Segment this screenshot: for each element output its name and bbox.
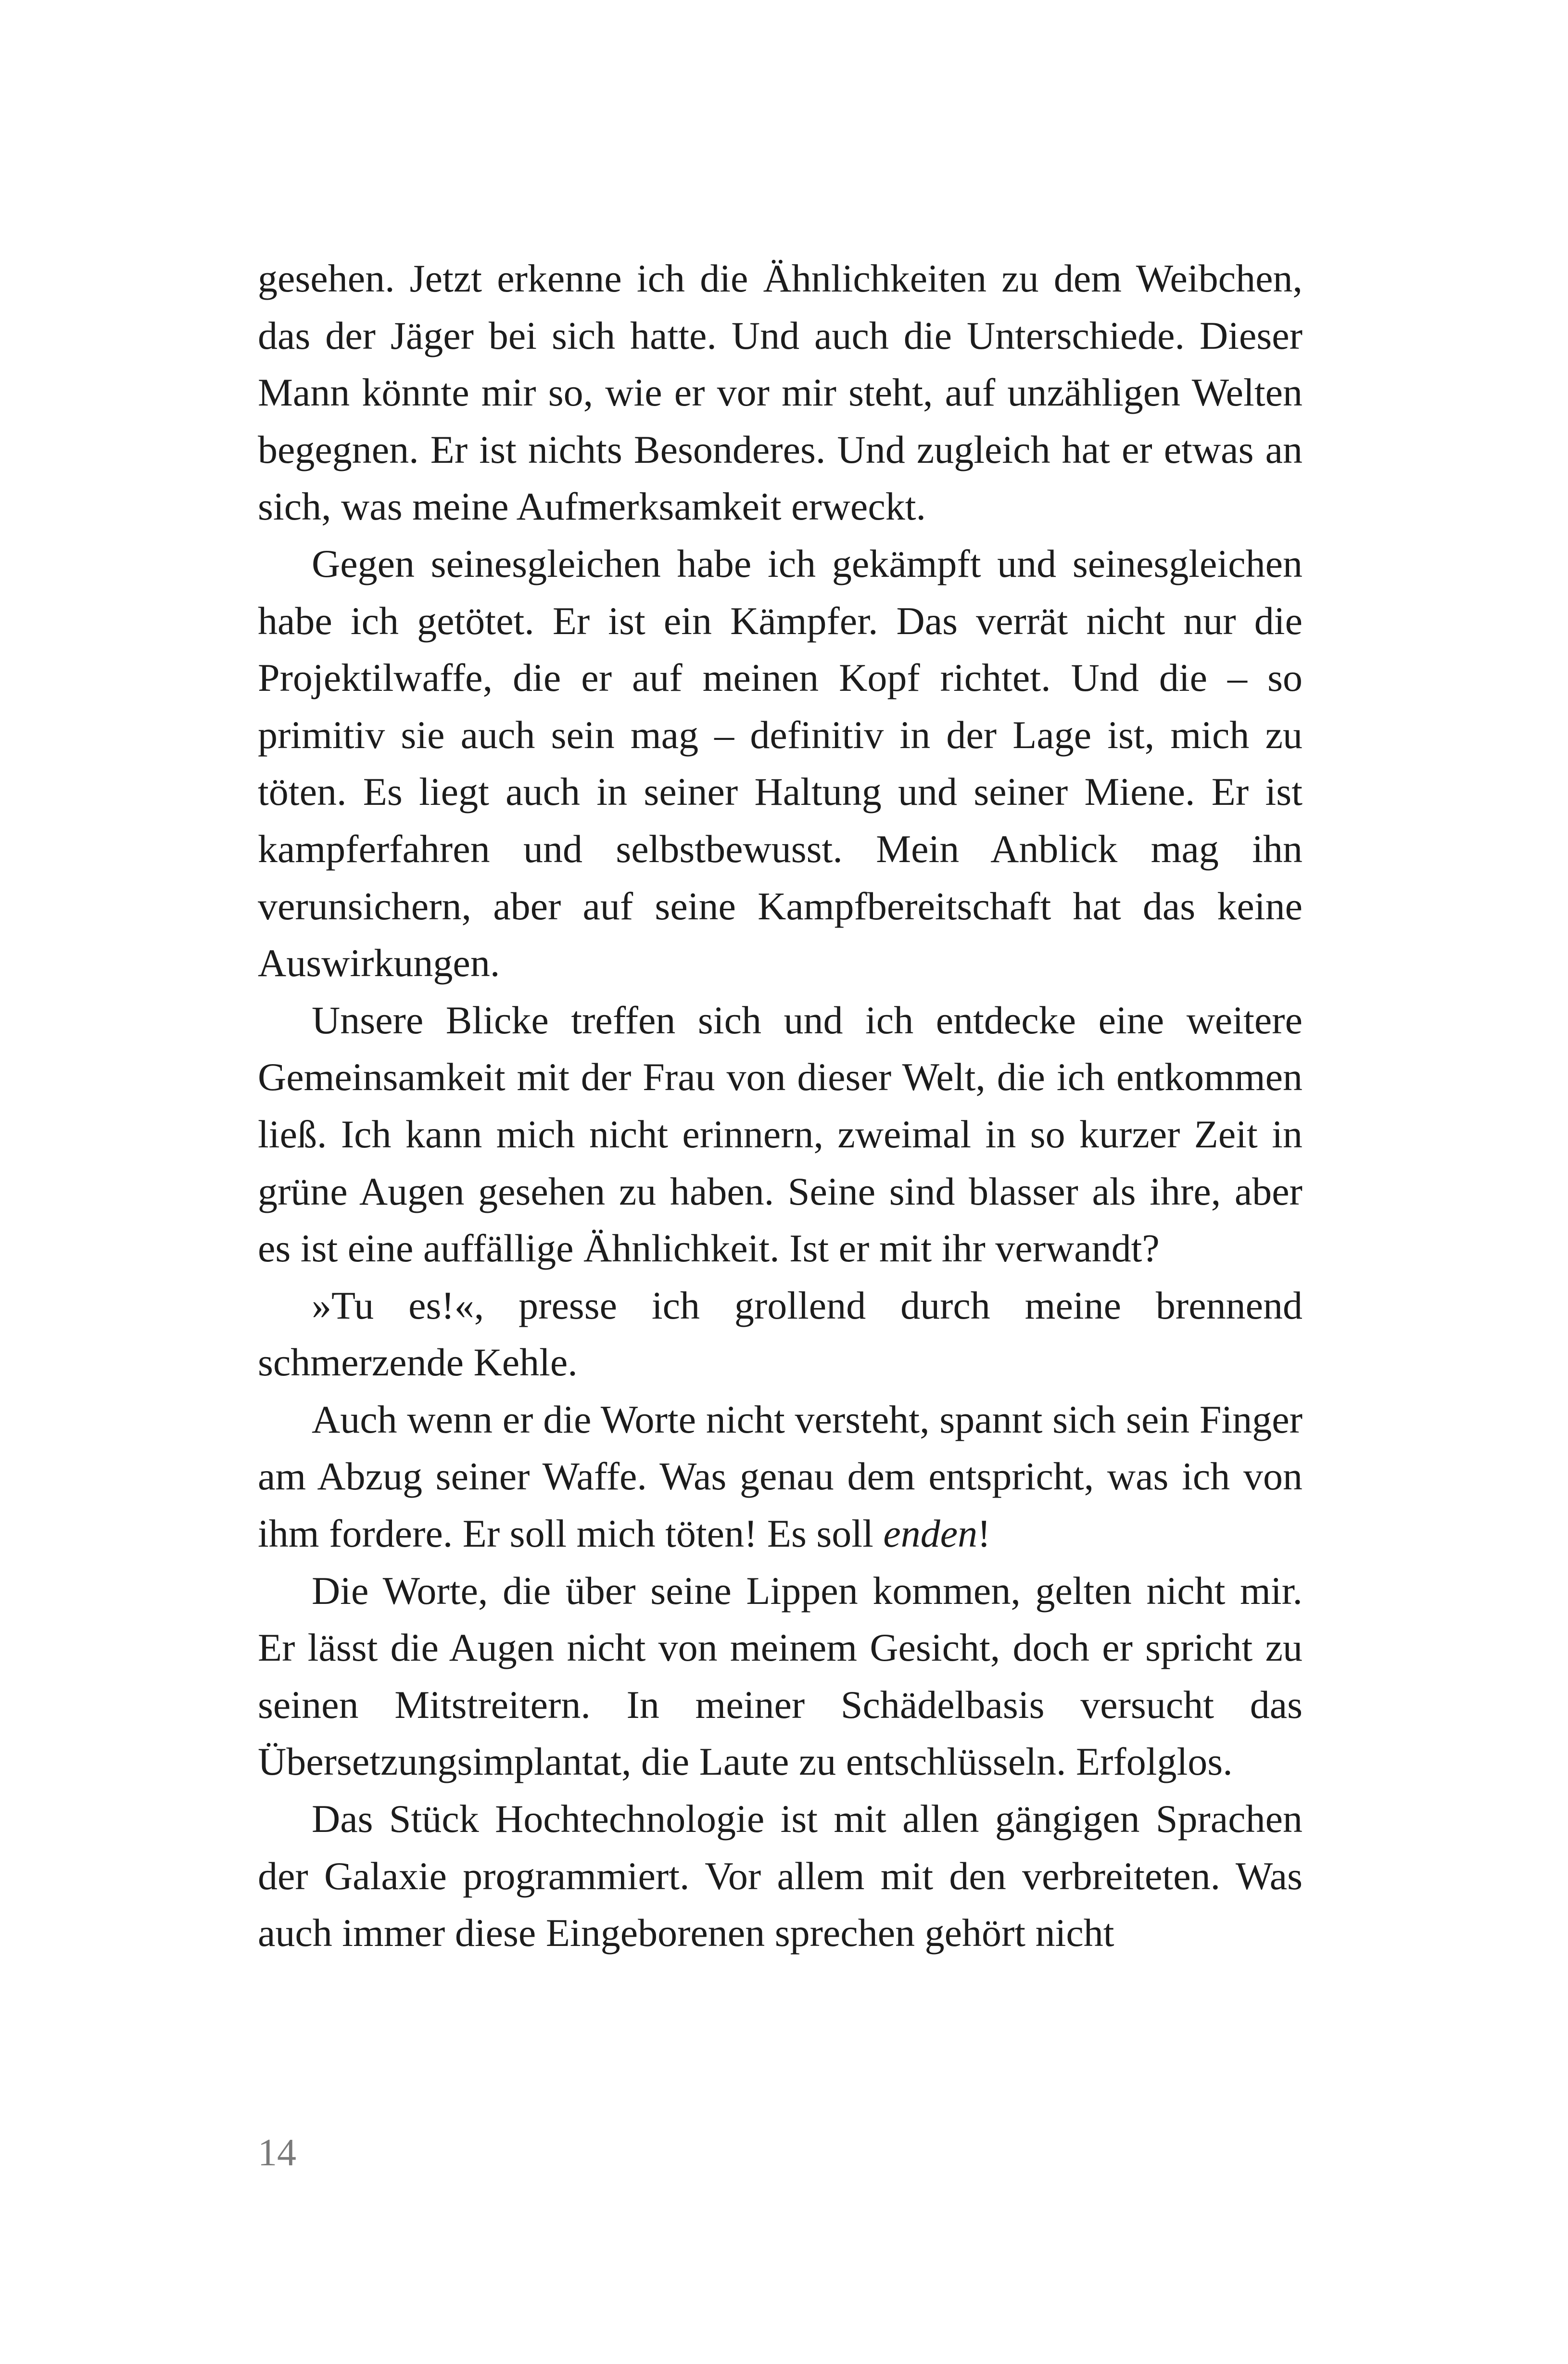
paragraph-2: Gegen seinesgleichen habe ich gekämpft und seinesgleichen habe ich getötet. Er ist ein Kämpfer. Das verrät nicht nur die Projektilwaffe, die er auf meinen Kopf richtet. Und die – so primitiv sie auch sein mag – definitiv in der Lage ist, mich zu töten. Es liegt auch in seiner Haltung und seiner Miene. Er ist kampferfahren und selbstbewusst. Mein Anblick mag ihn verunsichern, aber auf seine Kampfbereitschaft hat das keine Auswirkungen. <box>258 541 1302 985</box>
body-text <box>258 250 1302 1962</box>
paragraph-7: Das Stück Hochtechnologie ist mit allen gängigen Sprachen der Galaxie programmiert. Vor allem mit den verbreiteten. Was auch immer diese Eingeborenen sprechen gehört nicht <box>258 1797 1302 1955</box>
paragraph-5-text-after: ! <box>977 1512 991 1556</box>
paragraph-4: »Tu es!«, presse ich grollend durch meine brennend schmerzende Kehle. <box>258 1283 1302 1385</box>
paragraph-1: gesehen. Jetzt erkenne ich die Ähnlichkeiten zu dem Weibchen, das der Jäger bei sich hatte. Und auch die Unterschiede. Dieser Mann könnte mir so, wie er vor mir steht, auf unzähligen Welten begegnen. Er ist nichts Besonderes. Und zugleich hat er etwas an sich, was meine Aufmerksamkeit erweckt. <box>258 256 1302 529</box>
paragraph-5-text-before: Auch wenn er die Worte nicht versteht, spannt sich sein Finger am Abzug seiner Waffe. Was genau dem entspricht, was ich von ihm fordere. Er soll mich töten! Es soll <box>258 1397 1302 1556</box>
page-number: 14 <box>258 2132 296 2174</box>
paragraph-5 <box>258 1391 1302 1563</box>
paragraph-5-emphasis: enden <box>883 1512 978 1556</box>
paragraph-6: Die Worte, die über seine Lippen kommen, gelten nicht mir. Er lässt die Augen nicht von meinem Gesicht, doch er spricht zu seinen Mitstreitern. In meiner Schädelbasis versucht das Übersetzungsimplantat, die Laute zu entschlüsseln. Erfolglos. <box>258 1568 1302 1784</box>
paragraph-3: Unsere Blicke treffen sich und ich entdecke eine weitere Gemeinsamkeit mit der Frau von dieser Welt, die ich entkommen ließ. Ich kann mich nicht erinnern, zweimal in so kurzer Zeit in grüne Augen gesehen zu haben. Seine sind blasser als ihre, aber es ist eine auffällige Ähnlichkeit. Ist er mit ihr verwandt? <box>258 998 1302 1271</box>
